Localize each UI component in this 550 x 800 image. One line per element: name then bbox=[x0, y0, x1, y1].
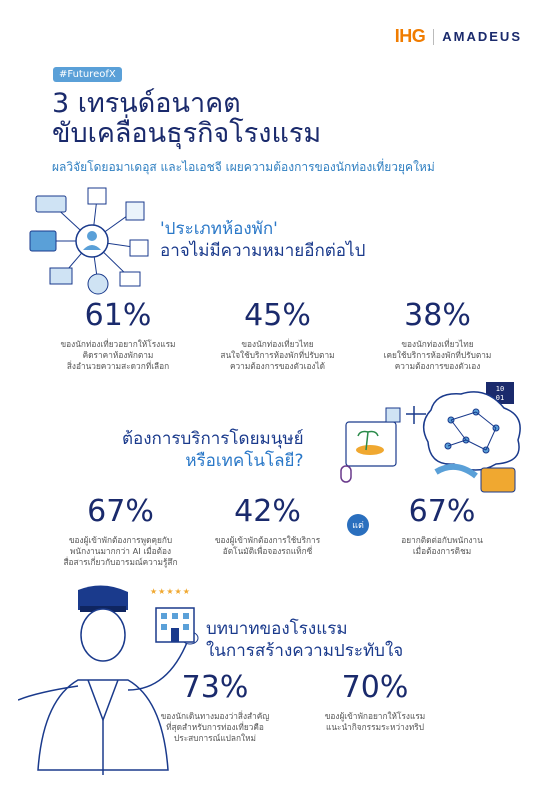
stat-value: 42% bbox=[234, 494, 301, 529]
page-title-line1: 3 เทรนด์อนาคต bbox=[52, 88, 241, 119]
section1-heading bbox=[160, 218, 365, 262]
section2-heading bbox=[122, 428, 304, 472]
stat-45 bbox=[205, 298, 350, 372]
section1-heading-line1: 'ประเภทห้องพัก' bbox=[160, 219, 278, 239]
hashtag-badge: #FutureofX bbox=[53, 67, 122, 82]
ai-brain-illustration bbox=[336, 380, 536, 500]
stat-value: 45% bbox=[244, 298, 311, 333]
section1-heading-line2: อาจไม่มีความหมายอีกต่อไป bbox=[160, 241, 366, 261]
section2-heading-line2: หรือเทคโนโลยี? bbox=[185, 451, 304, 471]
section3-heading-line1: บทบาทของโรงแรม bbox=[206, 619, 348, 639]
stat-description: ของผู้เข้าพักอยากให้โรงแรม แนะนำกิจกรรมระหว่างทริป bbox=[324, 711, 426, 732]
stat-description: ของนักเดินทางมองว่าสิ่งสำคัญ ที่สุดสำหรับการท่องเที่ยวคือ ประสบการณ์แปลกใหม่ bbox=[160, 711, 270, 743]
stat-value: 67% bbox=[87, 494, 154, 529]
but-badge: แต่ bbox=[347, 514, 369, 536]
page-title-line2: ขับเคลื่อนธุรกิจโรงแรม bbox=[52, 118, 322, 149]
logo-divider bbox=[433, 29, 434, 45]
stat-67-emotion bbox=[48, 494, 193, 568]
rating-stars: ★★★★★ bbox=[150, 587, 191, 596]
binary-bottom: 01 bbox=[495, 394, 505, 402]
stat-73 bbox=[140, 670, 290, 744]
stat-value: 61% bbox=[84, 298, 152, 333]
stat-61 bbox=[48, 298, 188, 372]
section3-heading-line2: ในการสร้างความประทับใจ bbox=[206, 641, 404, 661]
brand-logos bbox=[395, 26, 522, 47]
amadeus-logo: AMADEUS bbox=[442, 29, 522, 44]
ihg-logo: IHG bbox=[394, 26, 426, 46]
stat-description: ของนักท่องเที่ยวไทย สนใจใช้บริการห้องพักที่ปรับตาม ความต้องการของตัวเองได้ bbox=[220, 339, 335, 371]
stat-description: ของผู้เข้าพักต้องการใช้บริการ อัตโนมัติเพื่อจองรถแท็กซี่ bbox=[214, 535, 321, 556]
room-types-illustration bbox=[22, 186, 152, 296]
stat-value: 73% bbox=[181, 670, 249, 705]
stat-70 bbox=[300, 670, 450, 733]
section2-heading-line1: ต้องการบริการโดยมนุษย์ bbox=[122, 429, 304, 449]
stat-value: 38% bbox=[404, 298, 471, 333]
stat-value: 67% bbox=[408, 494, 476, 529]
stat-42 bbox=[200, 494, 335, 557]
stat-value: 70% bbox=[341, 670, 409, 705]
stat-description: ของนักท่องเที่ยวอยากให้โรงแรม คิดราคาห้องพักตาม สิ่งอำนวยความสะดวกที่เลือก bbox=[60, 339, 176, 371]
section3-heading bbox=[206, 618, 403, 662]
binary-top: 10 bbox=[495, 385, 505, 393]
stat-description: ของผู้เข้าพักต้องการพูดคุยกับ พนักงานมากกว่า AI เมื่อต้อง สื่อสารเกี่ยวกับอารมณ์ความรู้สึก bbox=[63, 535, 178, 567]
stat-38 bbox=[365, 298, 510, 372]
page-subtitle: ผลวิจัยโดยอมาเดอุส และไอเอชจี เผยความต้องการของนักท่องเที่ยวยุคใหม่ bbox=[52, 160, 435, 174]
stat-description: ของนักท่องเที่ยวไทย เคยใช้บริการห้องพักที่ปรับตาม ความต้องการของตัวเอง bbox=[383, 339, 492, 371]
stat-description: อยากติดต่อกับพนักงาน เมื่อต้องการติชม bbox=[401, 535, 483, 556]
stat-67-feedback bbox=[372, 494, 512, 557]
hotel-building-icon bbox=[150, 598, 200, 643]
